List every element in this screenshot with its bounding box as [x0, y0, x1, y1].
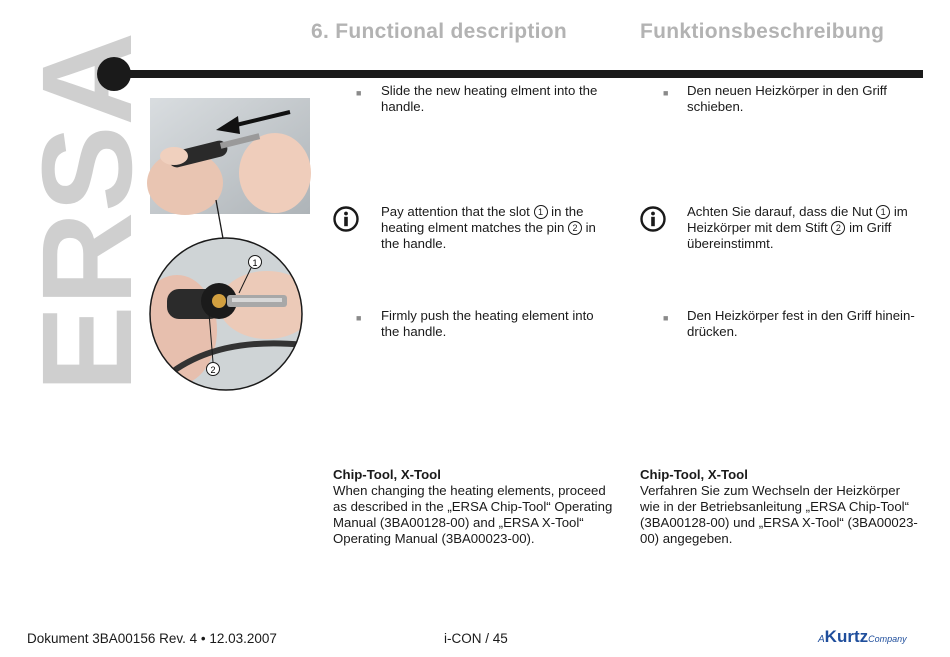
title-en: 6. Functional description [311, 20, 568, 43]
handle-photo [150, 98, 310, 214]
pin-number: 2 [831, 221, 845, 235]
company-name: Kurtz [824, 627, 869, 646]
info-icon [640, 206, 666, 232]
footer-page: i-CON / 45 [444, 631, 508, 646]
slot-number: 1 [534, 205, 548, 219]
step-en-1: Slide the new heating elment into the handle. [381, 83, 598, 114]
chip-tool-title-en: Chip-Tool, X-Tool [333, 467, 441, 482]
detail-magnified [147, 235, 305, 393]
ersa-logo-text: ERSA [16, 36, 159, 392]
step-de-1: Den neuen Heizkörper in den Griff schieben. [687, 83, 887, 114]
callout-1: 1 [252, 258, 258, 268]
pin-number: 2 [568, 221, 582, 235]
step-de-3: Den Heizkörper fest in den Griff hinein-drücken. [687, 308, 915, 339]
footer-document: Dokument 3BA00156 Rev. 4 • 12.03.2007 [27, 631, 277, 646]
chip-tool-body-en: When changing the heating elements, proceed as described in the „ERSA Chip-Tool“ Operating Manual (3BA00128-00) and „ERSA X-Tool“ Operating Manual (3BA00023-00). [333, 483, 613, 546]
step-en-3: Firmly push the heating element into the handle. [381, 308, 594, 339]
step-de-2: Achten Sie darauf, dass die Nut 1 im Heizkörper mit dem Stift 2 im Griff übereinstimmt. [687, 204, 908, 251]
chip-tool-title-de: Chip-Tool, X-Tool [640, 467, 748, 482]
bullet-square-icon: ■ [663, 88, 669, 98]
bullet-square-icon: ■ [356, 88, 362, 98]
title-de: Funktionsbeschreibung [640, 20, 885, 43]
info-icon [333, 206, 359, 232]
bullet-square-icon: ■ [663, 313, 669, 323]
chip-tool-body-de: Verfahren Sie zum Wechseln der Heizkörper wie in der Betriebsanleitung „ERSA Chip-Tool“ (3BA00128-00) und „ERSA X-Tool“ (3BA00023-00) angegeben. [640, 483, 918, 546]
callout-2: 2 [210, 365, 216, 375]
slot-number: 1 [876, 205, 890, 219]
header-rule-dot [97, 57, 131, 91]
step-en-2: Pay attention that the slot 1 in the heating elment matches the pin 2 in the handle. [381, 204, 596, 251]
bullet-square-icon: ■ [356, 313, 362, 323]
company-logo: AKurtzCompany [818, 627, 907, 646]
header-rule [112, 70, 923, 78]
